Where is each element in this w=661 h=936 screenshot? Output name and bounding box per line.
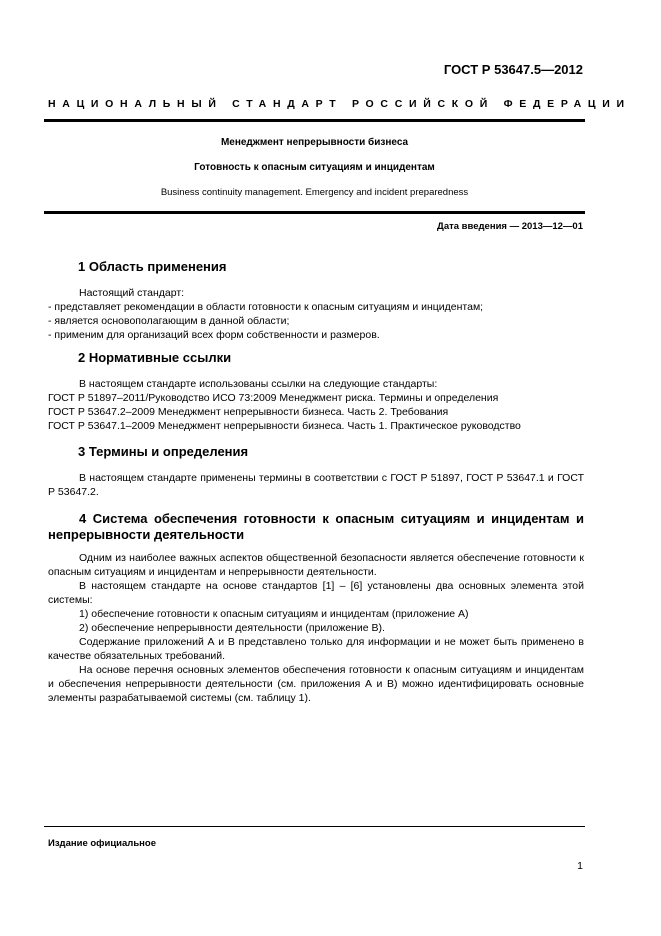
section-2-heading: 2 Нормативные ссылки bbox=[78, 350, 232, 365]
introduction-date: Дата введения — 2013—12—01 bbox=[437, 221, 583, 232]
paragraph: Содержание приложений А и В представлено только для информации и не может быть применено в качестве обязательных требований. bbox=[48, 636, 584, 662]
section-1-heading: 1 Область применения bbox=[78, 259, 227, 274]
list-item: ГОСТ Р 51897–2011/Руководство ИСО 73:2009 Менеджмент риска. Термины и определения bbox=[48, 392, 499, 404]
national-standard-banner: НАЦИОНАЛЬНЫЙ СТАНДАРТ РОССИЙСКОЙ ФЕДЕРАЦИИ bbox=[48, 98, 631, 110]
section-3-body bbox=[48, 471, 584, 499]
section-3-heading: 3 Термины и определения bbox=[78, 444, 249, 459]
list-item: - представляет рекомендации в области готовности к опасным ситуациям и инцидентам; bbox=[48, 301, 484, 313]
section-4-body bbox=[48, 551, 584, 705]
paragraph: В настоящем стандарте применены термины в соответствии с ГОСТ Р 51897, ГОСТ Р 53647.1 и ГОСТ Р 53647.2. bbox=[48, 472, 584, 498]
section-1-body bbox=[48, 286, 584, 342]
paragraph: 2) обеспечение непрерывности деятельности (приложение В). bbox=[79, 622, 385, 634]
list-item: ГОСТ Р 53647.2–2009 Менеджмент непрерывности бизнеса. Часть 2. Требования bbox=[48, 406, 449, 418]
header-rule bbox=[44, 119, 585, 122]
section-2-body bbox=[48, 377, 584, 433]
list-item: В настоящем стандарте использованы ссылки на следующие стандарты: bbox=[79, 378, 438, 390]
list-item: Настоящий стандарт: bbox=[79, 287, 185, 299]
paragraph: На основе перечня основных элементов обеспечения готовности к опасным ситуациям и инцидентам и обеспечения непрерывности деятельности (см. приложения А и В) можно идентифицировать основные элементы разрабатываемой системы (см. таблицу 1). bbox=[48, 664, 584, 704]
title-russian-line1: Менеджмент непрерывности бизнеса bbox=[220, 137, 409, 148]
title-english: Business continuity management. Emergency and incident preparedness bbox=[160, 187, 469, 198]
section-4-heading: 4 Система обеспечения готовности к опасным ситуациям и инцидентам и непрерывности деятельности bbox=[48, 511, 584, 542]
paragraph: Одним из наиболее важных аспектов общественной безопасности является обеспечение готовности к опасным ситуациям и инцидентам и непрерывности деятельности. bbox=[48, 552, 584, 578]
title-russian-line2: Готовность к опасным ситуациям и инцидентам bbox=[194, 162, 435, 173]
footer-rule bbox=[44, 826, 585, 827]
list-item: - является основополагающим в данной области; bbox=[48, 315, 290, 327]
document-number: ГОСТ Р 53647.5—2012 bbox=[443, 62, 583, 77]
official-edition-label: Издание официальное bbox=[48, 838, 156, 849]
title-rule bbox=[44, 211, 585, 214]
page-number: 1 bbox=[577, 860, 583, 872]
list-item: - применим для организаций всех форм собственности и размеров. bbox=[48, 329, 380, 341]
paragraph: 1) обеспечение готовности к опасным ситуациям и инцидентам (приложение А) bbox=[79, 608, 469, 620]
list-item: ГОСТ Р 53647.1–2009 Менеджмент непрерывности бизнеса. Часть 1. Практическое руководство bbox=[48, 420, 521, 432]
paragraph: В настоящем стандарте на основе стандартов [1] – [6] установлены два основных элемента этой системы: bbox=[48, 580, 584, 606]
